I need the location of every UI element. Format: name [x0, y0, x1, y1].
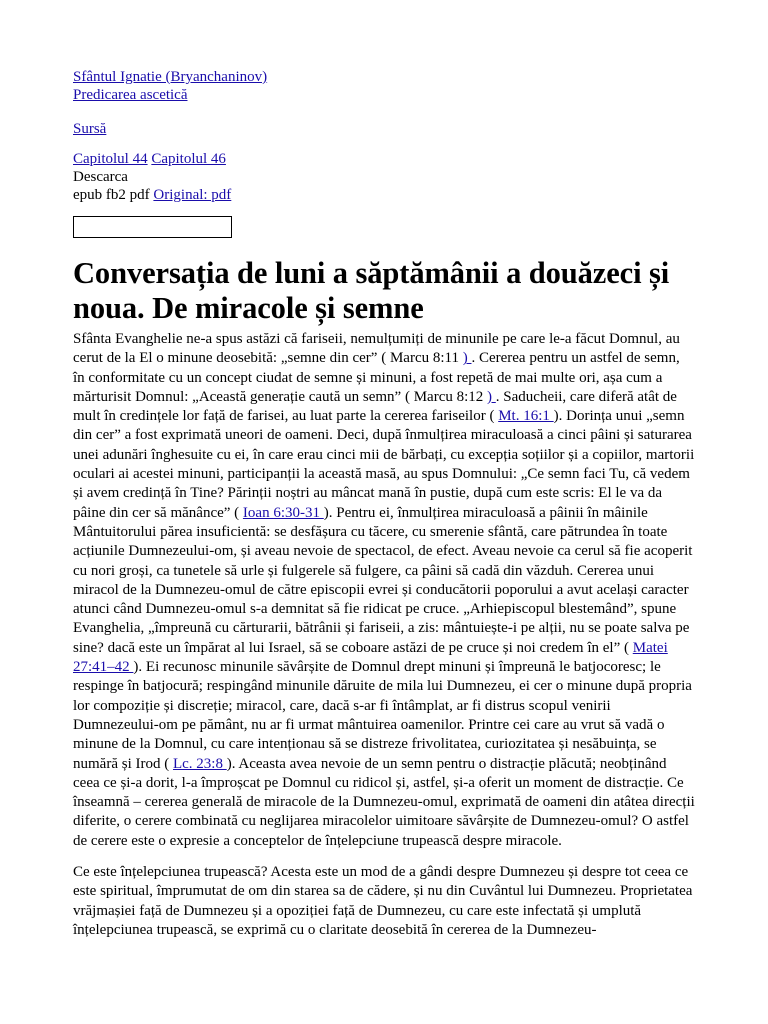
- breadcrumb: [73, 68, 695, 104]
- ref-link-mt-16-1[interactable]: Mt. 16:1: [498, 408, 554, 425]
- book-link[interactable]: Predicarea ascetică: [73, 87, 188, 103]
- p1-text-7: ). Aceasta avea nevoie de un semn pentru o distracție plăcută; neobținând ceea ce și-a dorit, l-a împroșcat pe Domnul cu ridicol și, astfel, și-a oferit un moment de distracție. Ce înseamnă – cererea generală de miracole de la Dumnezeu-omul, exprimată de oameni din atâtea direcții diferite, o cerere combinată cu neglijarea miracolelor uimitoare săvârșite de Dumnezeu-omul? O astfel de cerere este o expresie a conceptelor de înțelepciune trupească despre miracole.: [73, 755, 695, 849]
- download-row: [73, 186, 695, 204]
- ref-link-mark-8-12[interactable]: ): [487, 388, 496, 405]
- source-row: [73, 120, 695, 138]
- prev-chapter-link[interactable]: Capitolul 44: [73, 151, 148, 167]
- search-input[interactable]: [73, 216, 232, 238]
- original-pdf-link[interactable]: Original: pdf: [153, 187, 232, 203]
- article-paragraph-2: Ce este înțelepciunea trupească? Acesta este un mod de a gândi despre Dumnezeu și despre tot ceea ce este spiritual, împrumutat de om din starea sa de cădere, și nu din Cuvântul lui Dumnezeu. Proprietatea vrăjmașiei față de Dumnezeu și a opoziției față de Dumnezeu, cu care este infectată și umplută înțelepciunea trupească, se exprimă cu o claritate deosebită în cererea de la Dumnezeu-: [73, 864, 693, 938]
- article-paragraph-1: [73, 330, 695, 851]
- p1-text-3: . Saducheii, care diferă atât de mult în credințele lor față de farisei, au luat parte la cererea fariseilor (: [73, 388, 677, 425]
- ref-link-lc-23-8[interactable]: Lc. 23:8: [172, 755, 227, 772]
- p1-text-1: Sfânta Evanghelie ne-a spus astăzi că fariseii, nemulțumiți de minunile pe care le-a făcut Domnul, au cerut de la El o minune deosebită: „semne din cer” ( Marcu 8:11: [73, 331, 680, 367]
- p1-text-5: ). Pentru ei, înmulțirea miraculoasă a pâinii în mâinile Mântuitorului părea insuficientă: se desfășura cu tăcere, cu smerenie sfântă, care pătrundea în toate acțiunile Dumnezeului-om, și aveau nevoie de spectacol, de efect. Aveau nevoie ca cerul să fie acoperit cu nori groși, ca tunetele să urle și fulgerele să fulgere, ca pâini să cadă din văzduh. Cererea unui miracol de la Dumnezeu-omul de către episcopii evrei și conducătorii poporului a avut același caracter atunci când Dumnezeu-omul s-a demnitat să fie ridicat pe cruce. „Arhiepiscopul blestemând”, spune Evanghelia, „împreună cu cărturarii, bătrânii și fariseii, a zis: mântuiește-i pe alții, nu se poate salva pe sine? dacă este un împărat al lui Israel, să se coboare astăzi de pe cruce și noi credem în el” (: [73, 504, 693, 656]
- p1-text-6: ). Ei recunosc minunile săvârșite de Domnul drept minuni și împreună le batjocoresc; le respinge în batjocură; respingând minunile dăruite de mila lui Dumnezeu, ei cer o minune după propria lor compoziție și discreție; miracol, care, dacă s-ar fi întâmplat, ar fi distrus scopul venirii Dumnezeului-om pe pământ, nu ar fi urmat mântuirea oamenilor. Printre cei care au vrut să vadă o minune de la Domnul, cu care intenționau să se distreze frivolitatea, curiozitatea și nesăbuința, se numără și Irod (: [73, 659, 692, 772]
- page-content: [73, 68, 695, 940]
- ref-link-mark-8-11[interactable]: ): [462, 350, 472, 367]
- author-link[interactable]: Sfântul Ignatie (Bryanchaninov): [73, 69, 268, 85]
- page-title: Conversația de luni a săptămânii a douăzeci și noua. De miracole și semne: [73, 256, 670, 325]
- download-formats: epub fb2 pdf: [73, 187, 150, 203]
- ref-link-ioan-6-30[interactable]: Ioan 6:30-31: [242, 504, 324, 521]
- chapter-nav: [73, 150, 695, 168]
- p1-text-4: ). Dorința unui „semn din cer” a fost exprimată uneori de oameni. Deci, după înmulțirea miraculoasă a cinci pâini și saturarea unei adunări înghesuite cu ei, în care erau cinci mii de bărbați, cu excepția soțiilor și a copiilor, martorii oculari ai acestei minuni, participanții la această masă, au spus Domnului: „Ce semn faci Tu, că vedem și avem credință în Tine? Părinții noștri au mâncat mană în pustie, după cum este scris: El le va da pâine din cer să mănânce” (: [73, 408, 695, 521]
- p1-text-2: . Cererea pentru un astfel de semn, în conformitate cu un concept ciudat de semne și minuni, a fost repetă de mai multe ori, așa cum a mărturisit Domnul: „Această generație caută un semn” ( Marcu 8:12: [73, 350, 680, 405]
- next-chapter-link[interactable]: Capitolul 46: [151, 151, 226, 167]
- source-link[interactable]: Sursă: [73, 121, 107, 137]
- ref-link-matei-27-41[interactable]: Matei 27:41–42: [73, 639, 668, 676]
- download-label: Descarca: [73, 169, 128, 185]
